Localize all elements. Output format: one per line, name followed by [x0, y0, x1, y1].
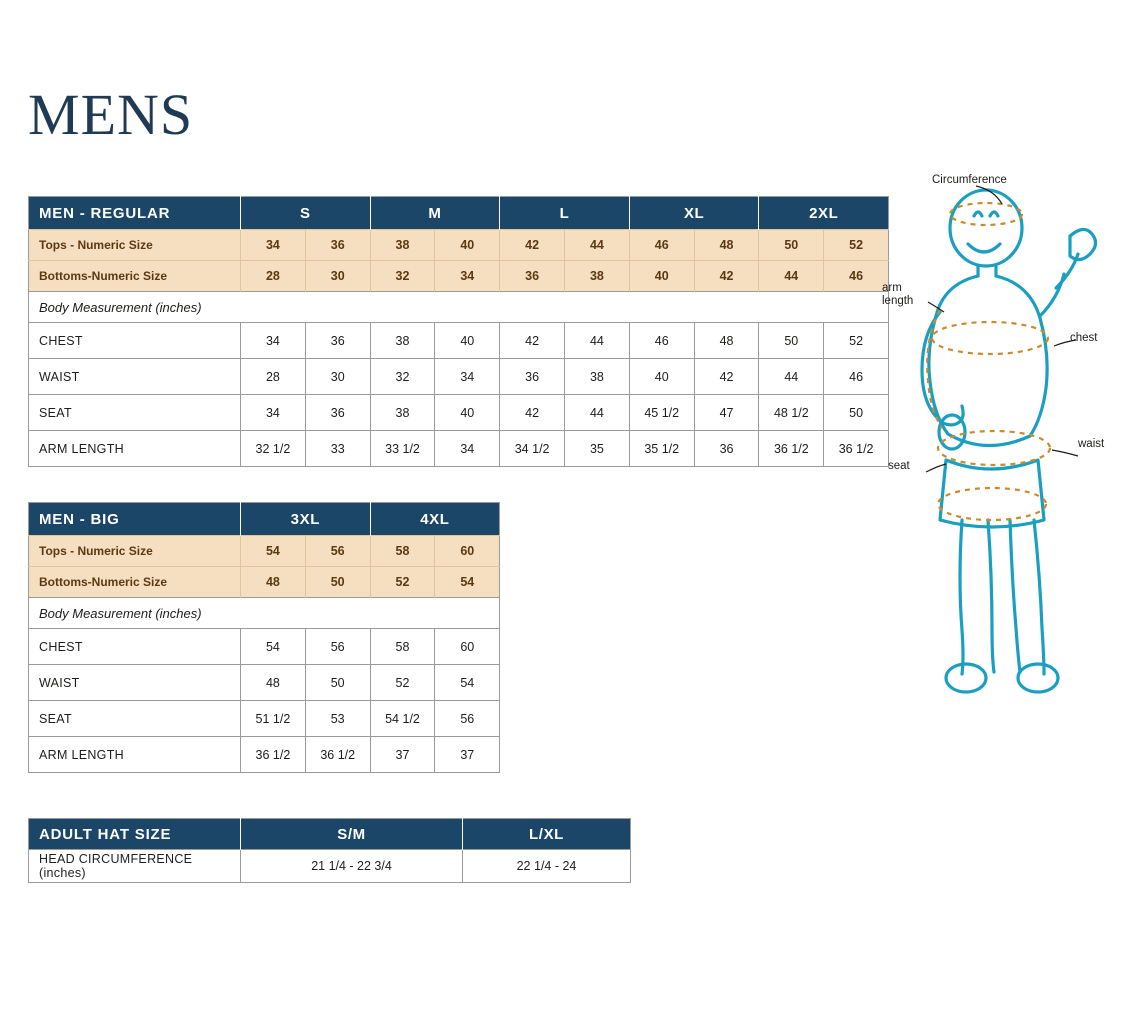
- row-label: SEAT: [29, 395, 241, 431]
- size-group-l: L: [500, 197, 630, 230]
- figure-label-seat: seat: [888, 460, 910, 472]
- measurement-figure: [880, 160, 1120, 700]
- cell: 32: [370, 261, 435, 292]
- table-header-row: [29, 819, 631, 850]
- cell: 48 1/2: [759, 395, 824, 431]
- cell: 35 1/2: [629, 431, 694, 467]
- row-label: ARM LENGTH: [29, 431, 241, 467]
- size-group-m: M: [370, 197, 500, 230]
- cell: 36 1/2: [305, 737, 370, 773]
- cell: 40: [435, 395, 500, 431]
- cell: 56: [435, 701, 500, 737]
- cell: 30: [305, 261, 370, 292]
- cell: 50: [759, 230, 824, 261]
- cell: 40: [629, 359, 694, 395]
- size-group-s: S: [241, 197, 371, 230]
- cell: 42: [500, 230, 565, 261]
- row-label: Bottoms-Numeric Size: [29, 261, 241, 292]
- row-label: CHEST: [29, 323, 241, 359]
- cell: 48: [241, 665, 306, 701]
- cell: 48: [694, 230, 759, 261]
- cell: 40: [435, 230, 500, 261]
- cell: 22 1/4 - 24: [463, 850, 631, 883]
- size-group-4xl: 4XL: [370, 503, 500, 536]
- cell: 42: [500, 323, 565, 359]
- cell: 60: [435, 629, 500, 665]
- cell: 38: [565, 359, 630, 395]
- cell: 50: [759, 323, 824, 359]
- body-measurement-note-row: [29, 292, 889, 323]
- cell: 58: [370, 536, 435, 567]
- cell: 38: [370, 230, 435, 261]
- cell: 51 1/2: [241, 701, 306, 737]
- cell: 38: [370, 395, 435, 431]
- cell: 28: [241, 359, 306, 395]
- cell: 56: [305, 629, 370, 665]
- cell: 42: [694, 261, 759, 292]
- cell: 38: [370, 323, 435, 359]
- cell: 52: [370, 567, 435, 598]
- cell: 37: [370, 737, 435, 773]
- table-row: [29, 850, 631, 883]
- cell: 36 1/2: [241, 737, 306, 773]
- cell: 42: [500, 395, 565, 431]
- page-title: MENS: [28, 82, 194, 147]
- cell: 46: [629, 323, 694, 359]
- cell: 46: [824, 261, 889, 292]
- cell: 44: [565, 395, 630, 431]
- note-label: Body Measurement (inches): [29, 598, 500, 629]
- cell: 32 1/2: [241, 431, 306, 467]
- row-label: WAIST: [29, 665, 241, 701]
- cell: 46: [824, 359, 889, 395]
- table-header-row: [29, 197, 889, 230]
- size-group-xl: XL: [629, 197, 759, 230]
- cell: 44: [565, 230, 630, 261]
- cell: 36: [305, 230, 370, 261]
- table-row: [29, 665, 500, 701]
- cell: 54: [241, 536, 306, 567]
- cell: 47: [694, 395, 759, 431]
- size-group-lxl: L/XL: [463, 819, 631, 850]
- table-men-big: [28, 502, 500, 773]
- cell: 58: [370, 629, 435, 665]
- cell: 33: [305, 431, 370, 467]
- cell: 32: [370, 359, 435, 395]
- size-group-2xl: 2XL: [759, 197, 889, 230]
- figure-label-waist: waist: [1078, 438, 1105, 450]
- table-row: [29, 395, 889, 431]
- cell: 40: [435, 323, 500, 359]
- table-row: [29, 567, 500, 598]
- cell: 34: [241, 395, 306, 431]
- cell: 40: [629, 261, 694, 292]
- cell: 36: [500, 261, 565, 292]
- cell: 50: [305, 665, 370, 701]
- cell: 30: [305, 359, 370, 395]
- cell: 53: [305, 701, 370, 737]
- cell: 34: [435, 261, 500, 292]
- cell: 48: [241, 567, 306, 598]
- table-row: [29, 323, 889, 359]
- table-title-cell: ADULT HAT SIZE: [29, 819, 241, 850]
- table-row: [29, 536, 500, 567]
- figure-illustration: [880, 160, 1120, 700]
- cell: 52: [824, 230, 889, 261]
- row-label: Bottoms-Numeric Size: [29, 567, 241, 598]
- row-label: WAIST: [29, 359, 241, 395]
- cell: 54: [435, 567, 500, 598]
- cell: 52: [370, 665, 435, 701]
- cell: 36 1/2: [824, 431, 889, 467]
- cell: 54: [435, 665, 500, 701]
- cell: 42: [694, 359, 759, 395]
- cell: 46: [629, 230, 694, 261]
- cell: 54: [241, 629, 306, 665]
- table-adult-hat-size: [28, 818, 631, 883]
- cell: 48: [694, 323, 759, 359]
- body-measurement-note-row: [29, 598, 500, 629]
- table-header-row: [29, 503, 500, 536]
- cell: 36: [305, 395, 370, 431]
- cell: 44: [759, 261, 824, 292]
- table-row: [29, 629, 500, 665]
- cell: 34: [241, 230, 306, 261]
- row-label: Tops - Numeric Size: [29, 230, 241, 261]
- row-label: SEAT: [29, 701, 241, 737]
- size-group-sm: S/M: [241, 819, 463, 850]
- cell: 36: [305, 323, 370, 359]
- cell: 34: [435, 431, 500, 467]
- row-label: ARM LENGTH: [29, 737, 241, 773]
- cell: 38: [565, 261, 630, 292]
- cell: 50: [824, 395, 889, 431]
- row-label: Tops - Numeric Size: [29, 536, 241, 567]
- size-group-3xl: 3XL: [241, 503, 371, 536]
- cell: 36 1/2: [759, 431, 824, 467]
- cell: 36: [500, 359, 565, 395]
- note-label: Body Measurement (inches): [29, 292, 889, 323]
- figure-label-arm-length: arm length: [882, 282, 914, 307]
- table-title-cell: MEN - REGULAR: [29, 197, 241, 230]
- table-row: [29, 737, 500, 773]
- cell: 21 1/4 - 22 3/4: [241, 850, 463, 883]
- table-row: [29, 359, 889, 395]
- cell: 56: [305, 536, 370, 567]
- cell: 54 1/2: [370, 701, 435, 737]
- cell: 33 1/2: [370, 431, 435, 467]
- figure-label-circumference: Circumference: [932, 174, 1007, 186]
- cell: 60: [435, 536, 500, 567]
- figure-label-chest: chest: [1070, 332, 1098, 344]
- cell: 34: [241, 323, 306, 359]
- row-label: HEAD CIRCUMFERENCE (inches): [29, 850, 241, 883]
- row-label: CHEST: [29, 629, 241, 665]
- cell: 44: [759, 359, 824, 395]
- cell: 34 1/2: [500, 431, 565, 467]
- table-row: [29, 431, 889, 467]
- table-row: [29, 701, 500, 737]
- table-title-cell: MEN - BIG: [29, 503, 241, 536]
- table-row: [29, 261, 889, 292]
- cell: 37: [435, 737, 500, 773]
- cell: 28: [241, 261, 306, 292]
- cell: 45 1/2: [629, 395, 694, 431]
- cell: 36: [694, 431, 759, 467]
- table-men-regular: [28, 196, 889, 467]
- cell: 52: [824, 323, 889, 359]
- cell: 50: [305, 567, 370, 598]
- cell: 34: [435, 359, 500, 395]
- cell: 44: [565, 323, 630, 359]
- cell: 35: [565, 431, 630, 467]
- table-row: [29, 230, 889, 261]
